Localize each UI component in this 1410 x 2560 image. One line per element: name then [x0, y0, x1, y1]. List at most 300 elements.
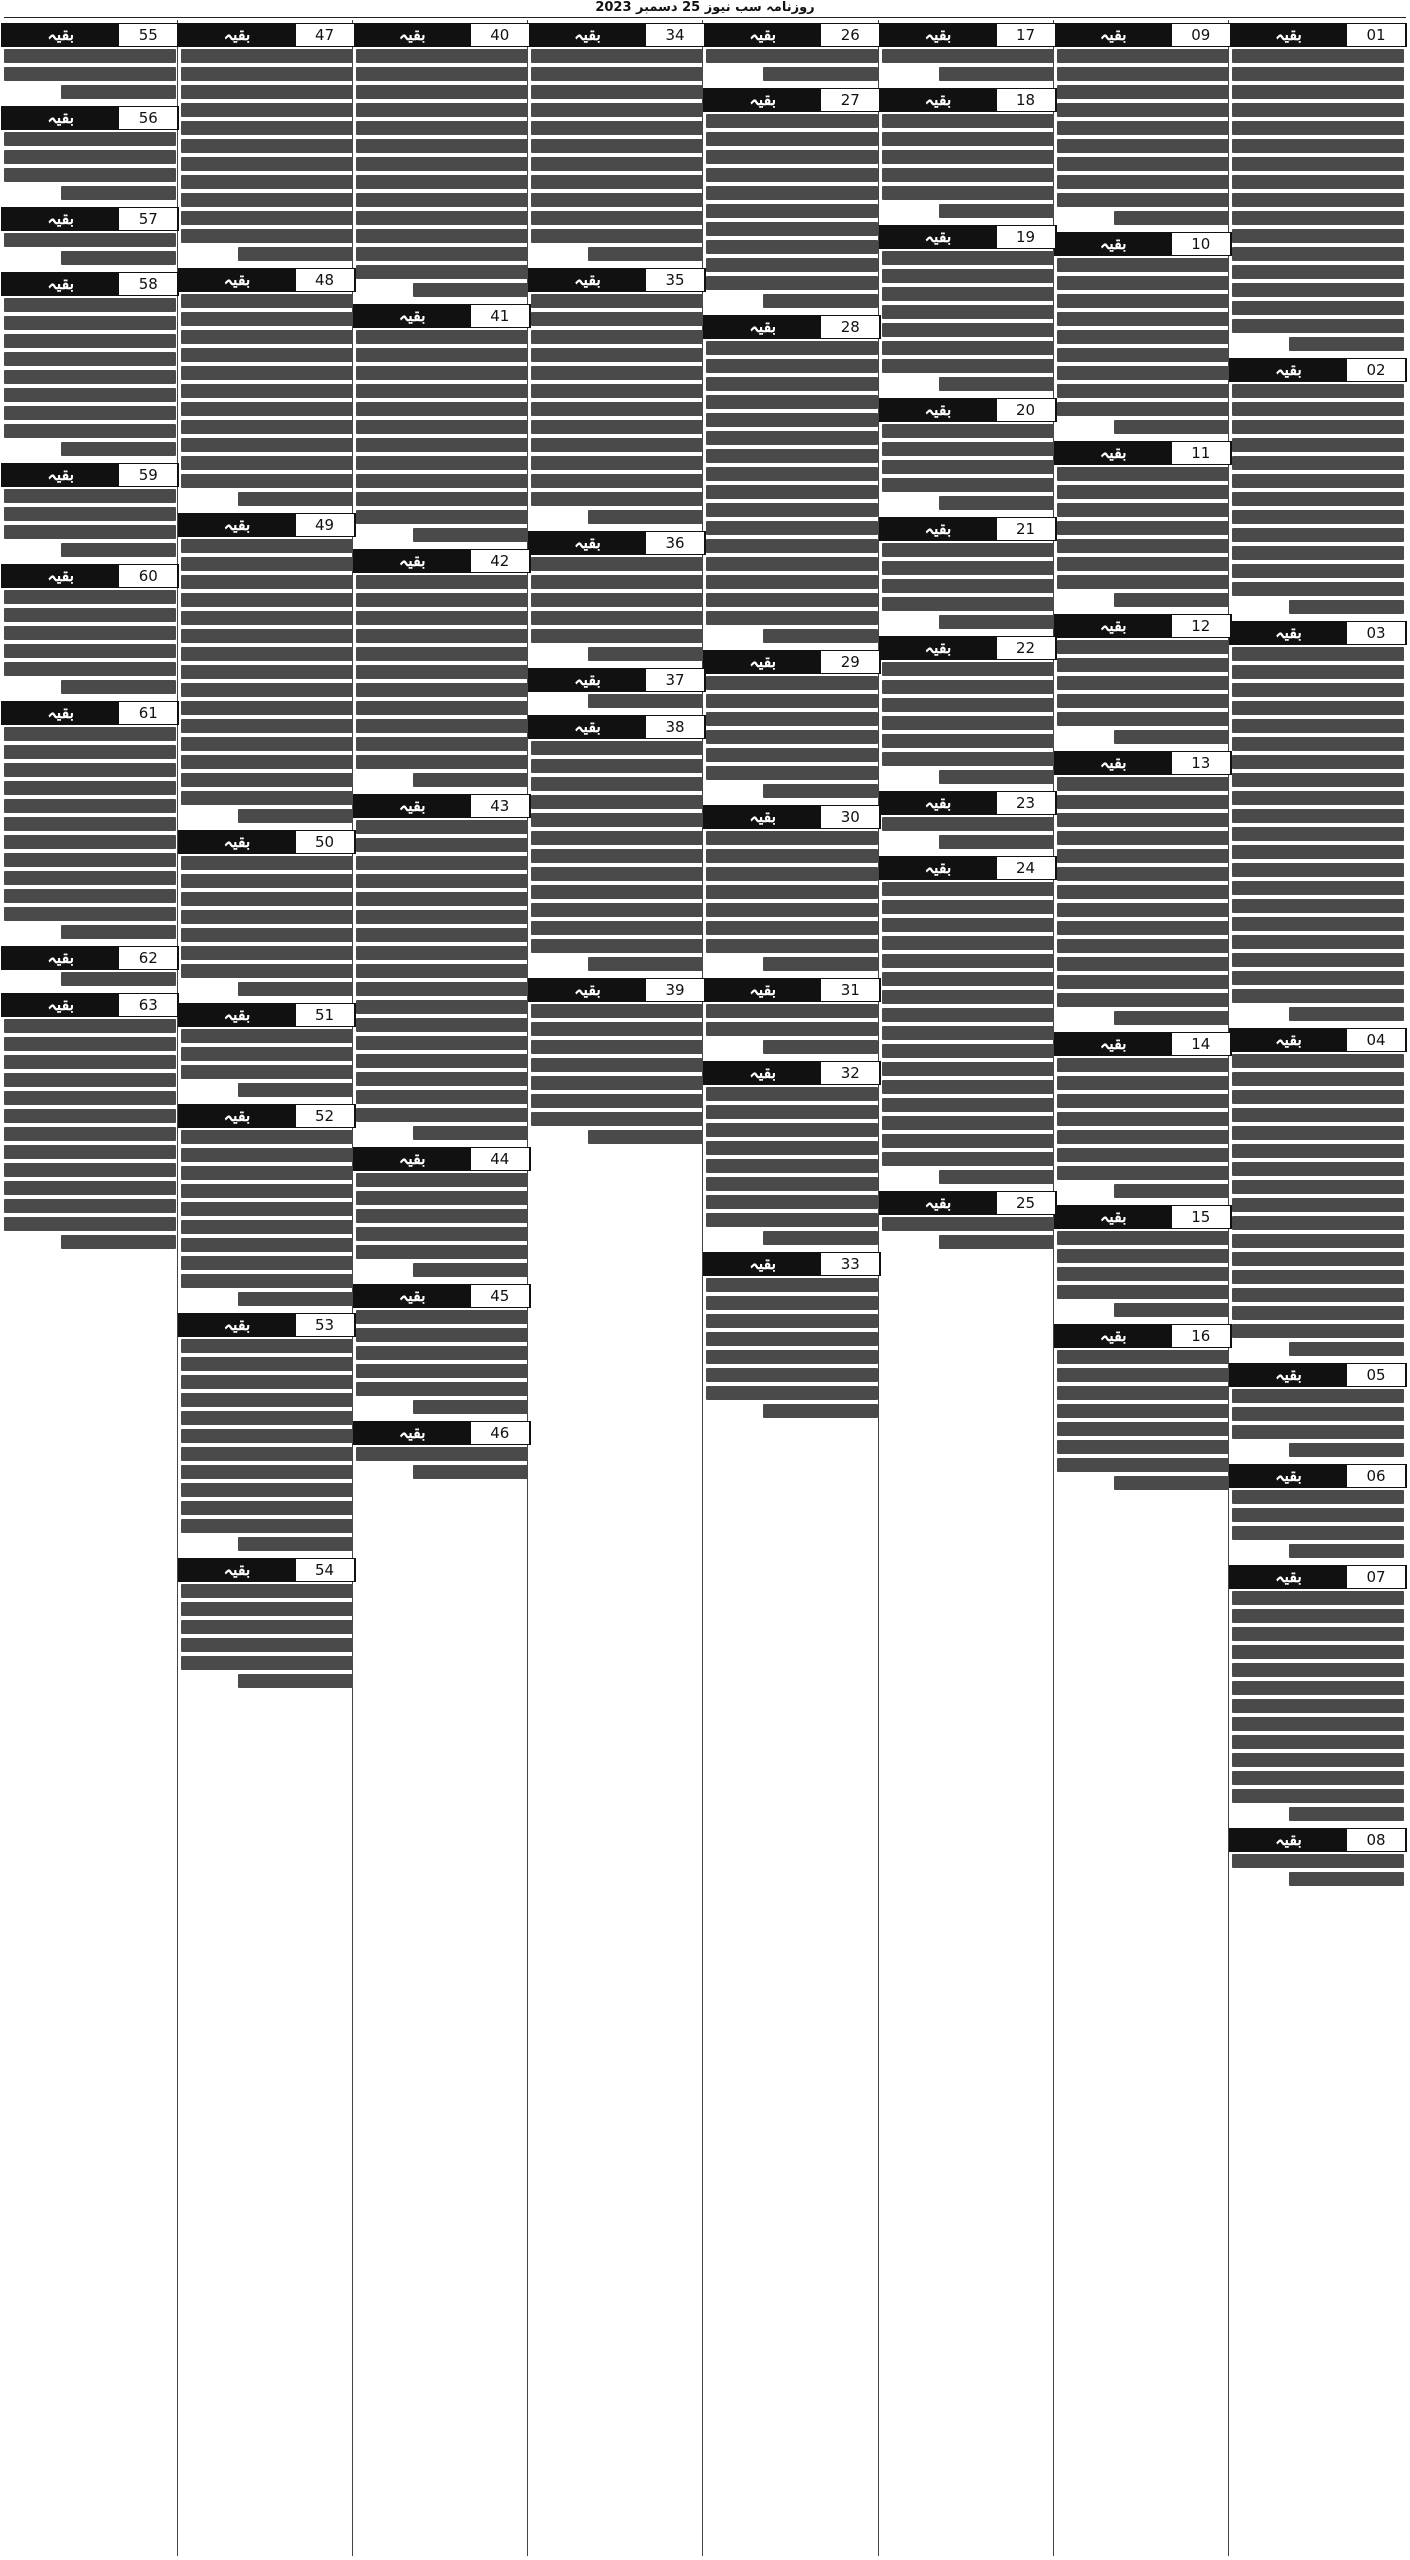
continued-story	[1054, 1029, 1232, 1202]
baqia-label: بقیہ	[179, 1105, 296, 1127]
baqia-label: بقیہ	[2, 273, 119, 295]
story-number: 62	[119, 947, 178, 969]
text-line	[356, 1173, 528, 1187]
text-line	[939, 377, 1054, 391]
text-line	[588, 510, 703, 524]
continuation-header	[178, 513, 356, 537]
text-line	[356, 366, 528, 380]
text-line	[356, 157, 528, 171]
text-line	[882, 132, 1054, 146]
continued-story	[879, 633, 1057, 788]
story-number: 42	[471, 550, 530, 572]
text-line	[1232, 528, 1404, 542]
text-line	[531, 67, 703, 81]
text-line	[1232, 1306, 1404, 1320]
text-line	[4, 370, 176, 384]
story-number: 30	[821, 806, 880, 828]
text-line	[1057, 993, 1229, 1007]
continued-story	[1054, 748, 1232, 1029]
story-number: 25	[997, 1192, 1056, 1214]
text-line	[181, 557, 353, 571]
continued-story	[353, 1144, 531, 1281]
text-line	[1057, 849, 1229, 863]
story-number: 14	[1172, 1033, 1231, 1055]
text-line	[181, 1429, 353, 1443]
text-line	[882, 972, 1054, 986]
baqia-label: بقیہ	[1055, 1206, 1172, 1228]
text-line	[882, 478, 1054, 492]
text-line	[356, 892, 528, 906]
text-line	[706, 1314, 878, 1328]
continuation-header	[1, 272, 179, 296]
baqia-label: بقیہ	[1055, 1325, 1172, 1347]
text-line	[531, 921, 703, 935]
text-line	[181, 157, 353, 171]
text-line	[531, 175, 703, 189]
text-line	[706, 485, 878, 499]
text-line	[1057, 975, 1229, 989]
baqia-label: بقیہ	[880, 792, 997, 814]
text-line	[181, 229, 353, 243]
text-line	[1057, 276, 1229, 290]
story-number: 56	[119, 107, 178, 129]
continuation-header	[879, 1191, 1057, 1215]
text-line	[1289, 1807, 1404, 1821]
text-line	[413, 773, 528, 787]
text-line	[531, 575, 703, 589]
baqia-label: بقیہ	[179, 1004, 296, 1026]
continued-story	[703, 647, 881, 802]
text-line	[531, 474, 703, 488]
continued-story	[703, 312, 881, 647]
baqia-label: بقیہ	[529, 669, 646, 691]
story-number: 23	[997, 792, 1056, 814]
text-line	[531, 629, 703, 643]
text-line	[1057, 384, 1229, 398]
baqia-label: بقیہ	[1230, 1829, 1347, 1851]
text-line	[4, 871, 176, 885]
text-line	[882, 597, 1054, 611]
story-number: 04	[1347, 1029, 1406, 1051]
continuation-header	[178, 1003, 356, 1027]
text-line	[706, 1350, 878, 1364]
text-line	[356, 121, 528, 135]
continuation-header	[1054, 751, 1232, 775]
text-line	[882, 49, 1054, 63]
text-line	[356, 1072, 528, 1086]
continuation-header	[703, 1061, 881, 1085]
text-line	[706, 1159, 878, 1173]
text-line	[1057, 557, 1229, 571]
text-line	[181, 85, 353, 99]
text-line	[882, 1026, 1054, 1040]
text-line	[181, 737, 353, 751]
continuation-header	[1054, 1324, 1232, 1348]
continuation-header	[1, 993, 179, 1017]
text-line	[1232, 1663, 1404, 1677]
text-line	[181, 420, 353, 434]
story-number: 39	[646, 979, 705, 1001]
text-line	[531, 1040, 703, 1054]
text-line	[1232, 211, 1404, 225]
text-line	[706, 503, 878, 517]
text-line	[4, 853, 176, 867]
text-line	[531, 611, 703, 625]
continuation-header	[353, 1147, 531, 1171]
text-line	[1114, 730, 1229, 744]
continued-story	[178, 265, 356, 510]
text-line	[181, 1184, 353, 1198]
baqia-label: بقیہ	[179, 514, 296, 536]
text-line	[356, 1227, 528, 1241]
story-number: 31	[821, 979, 880, 1001]
text-line	[1289, 1544, 1404, 1558]
baqia-label: بقیہ	[529, 269, 646, 291]
text-line	[1232, 283, 1404, 297]
text-line	[1057, 1231, 1229, 1245]
text-line	[4, 424, 176, 438]
text-line	[181, 755, 353, 769]
continued-story	[1229, 1825, 1407, 1890]
continued-story	[1229, 1025, 1407, 1360]
text-line	[1057, 1440, 1229, 1454]
story-number: 36	[646, 532, 705, 554]
text-line	[1114, 420, 1229, 434]
text-line	[1289, 1007, 1404, 1021]
story-number: 18	[997, 89, 1056, 111]
text-line	[238, 1537, 353, 1551]
text-line	[939, 1235, 1054, 1249]
baqia-label: بقیہ	[2, 994, 119, 1016]
text-line	[1057, 1112, 1229, 1126]
text-line	[706, 539, 878, 553]
text-line	[706, 449, 878, 463]
baqia-label: بقیہ	[880, 226, 997, 248]
text-line	[706, 114, 878, 128]
text-line	[356, 85, 528, 99]
continued-story	[178, 1310, 356, 1555]
continued-story	[528, 712, 706, 975]
text-line	[531, 157, 703, 171]
text-line	[706, 341, 878, 355]
text-line	[706, 748, 878, 762]
continuation-header	[703, 88, 881, 112]
text-line	[1057, 85, 1229, 99]
continued-story	[353, 301, 531, 546]
text-line	[531, 348, 703, 362]
text-line	[181, 1447, 353, 1461]
text-line	[356, 1310, 528, 1324]
text-line	[356, 1346, 528, 1360]
text-line	[1232, 402, 1404, 416]
text-line	[413, 528, 528, 542]
text-line	[588, 247, 703, 261]
continuation-header	[1, 207, 179, 231]
text-line	[181, 1393, 353, 1407]
text-line	[356, 701, 528, 715]
text-line	[1232, 1234, 1404, 1248]
baqia-label: بقیہ	[2, 565, 119, 587]
text-line	[356, 737, 528, 751]
text-line	[882, 1008, 1054, 1022]
text-line	[1232, 755, 1404, 769]
story-number: 47	[296, 24, 355, 46]
text-line	[706, 1332, 878, 1346]
text-line	[181, 647, 353, 661]
story-number: 46	[471, 1422, 530, 1444]
story-number: 43	[471, 795, 530, 817]
text-line	[356, 683, 528, 697]
continued-story	[879, 788, 1057, 853]
news-column	[702, 20, 881, 2556]
story-number: 38	[646, 716, 705, 738]
text-line	[1232, 989, 1404, 1003]
text-line	[1232, 546, 1404, 560]
continued-story	[1, 943, 179, 990]
text-line	[181, 384, 353, 398]
text-line	[1232, 701, 1404, 715]
text-line	[706, 395, 878, 409]
text-line	[61, 1235, 176, 1249]
text-line	[531, 456, 703, 470]
text-line	[882, 680, 1054, 694]
continuation-header	[879, 791, 1057, 815]
story-number: 26	[821, 24, 880, 46]
text-line	[356, 719, 528, 733]
continuation-header	[1054, 232, 1232, 256]
text-line	[706, 431, 878, 445]
continuation-header	[528, 531, 706, 555]
story-number: 48	[296, 269, 355, 291]
text-line	[4, 644, 176, 658]
text-line	[939, 835, 1054, 849]
text-line	[531, 1058, 703, 1072]
text-line	[706, 903, 878, 917]
text-line	[1057, 193, 1229, 207]
baqia-label: بقیہ	[704, 806, 821, 828]
continuation-header	[1, 564, 179, 588]
text-line	[1232, 229, 1404, 243]
text-line	[413, 1465, 528, 1479]
text-line	[61, 543, 176, 557]
text-line	[356, 611, 528, 625]
continued-story	[528, 20, 706, 265]
text-line	[181, 1047, 353, 1061]
baqia-label: بقیہ	[880, 1192, 997, 1214]
text-line	[181, 1656, 353, 1670]
text-line	[1057, 777, 1229, 791]
text-line	[706, 49, 878, 63]
baqia-label: بقیہ	[179, 1314, 296, 1336]
continuation-header	[703, 650, 881, 674]
continuation-header	[178, 23, 356, 47]
text-line	[1232, 510, 1404, 524]
text-line	[882, 716, 1054, 730]
continued-story	[353, 546, 531, 791]
baqia-label: بقیہ	[704, 316, 821, 338]
text-line	[706, 885, 878, 899]
text-line	[181, 856, 353, 870]
text-line	[1057, 712, 1229, 726]
text-line	[706, 467, 878, 481]
text-line	[238, 1083, 353, 1097]
text-line	[4, 132, 176, 146]
text-line	[4, 662, 176, 676]
text-line	[939, 1170, 1054, 1184]
continued-story	[528, 265, 706, 528]
text-line	[1232, 1591, 1404, 1605]
story-number: 09	[1172, 24, 1231, 46]
story-number: 19	[997, 226, 1056, 248]
text-line	[4, 1019, 176, 1033]
story-number: 08	[1347, 1829, 1406, 1851]
continuation-header	[703, 805, 881, 829]
news-column	[352, 20, 531, 2556]
text-line	[1057, 1350, 1229, 1364]
baqia-label: بقیہ	[704, 89, 821, 111]
continuation-header	[353, 794, 531, 818]
text-line	[181, 1220, 353, 1234]
continued-story	[1054, 1202, 1232, 1321]
story-number: 01	[1347, 24, 1406, 46]
text-line	[706, 766, 878, 780]
text-line	[181, 665, 353, 679]
text-line	[1057, 885, 1229, 899]
text-line	[181, 1519, 353, 1533]
text-line	[1057, 694, 1229, 708]
text-line	[61, 925, 176, 939]
story-number: 20	[997, 399, 1056, 421]
text-line	[181, 683, 353, 697]
text-line	[4, 1145, 176, 1159]
text-line	[882, 752, 1054, 766]
continuation-header	[528, 23, 706, 47]
continued-story	[1229, 1360, 1407, 1461]
text-line	[531, 139, 703, 153]
continued-story	[879, 85, 1057, 222]
continued-story	[1, 269, 179, 460]
text-line	[413, 1126, 528, 1140]
text-line	[4, 1109, 176, 1123]
text-line	[1114, 1476, 1229, 1490]
text-line	[181, 593, 353, 607]
text-line	[1232, 917, 1404, 931]
text-line	[1232, 420, 1404, 434]
text-line	[1232, 265, 1404, 279]
text-line	[356, 438, 528, 452]
text-line	[4, 1199, 176, 1213]
text-line	[4, 352, 176, 366]
text-line	[882, 1062, 1054, 1076]
text-line	[1057, 831, 1229, 845]
continuation-header	[1, 23, 179, 47]
text-line	[4, 316, 176, 330]
text-line	[356, 1108, 528, 1122]
text-line	[531, 1112, 703, 1126]
text-line	[1232, 1609, 1404, 1623]
text-line	[1232, 247, 1404, 261]
text-line	[181, 1465, 353, 1479]
text-line	[1057, 795, 1229, 809]
story-number: 33	[821, 1253, 880, 1275]
text-line	[531, 121, 703, 135]
continuation-header	[353, 23, 531, 47]
story-number: 40	[471, 24, 530, 46]
baqia-label: بقیہ	[2, 208, 119, 230]
story-number: 45	[471, 1285, 530, 1307]
text-line	[1232, 1108, 1404, 1122]
continued-story	[879, 1188, 1057, 1253]
text-line	[356, 856, 528, 870]
text-line	[706, 1141, 878, 1155]
text-line	[882, 150, 1054, 164]
text-line	[356, 1209, 528, 1223]
text-line	[531, 294, 703, 308]
text-line	[1232, 899, 1404, 913]
text-line	[531, 402, 703, 416]
text-line	[1232, 1508, 1404, 1522]
story-number: 06	[1347, 1465, 1406, 1487]
text-line	[4, 49, 176, 63]
continued-story	[1054, 1321, 1232, 1494]
baqia-label: بقیہ	[179, 269, 296, 291]
text-line	[1057, 402, 1229, 416]
text-line	[1232, 319, 1404, 333]
text-line	[4, 1091, 176, 1105]
continued-story	[178, 1101, 356, 1310]
text-line	[181, 1638, 353, 1652]
text-line	[706, 204, 878, 218]
baqia-label: بقیہ	[880, 399, 997, 421]
baqia-label: بقیہ	[1055, 233, 1172, 255]
text-line	[238, 809, 353, 823]
text-line	[882, 424, 1054, 438]
text-line	[882, 1044, 1054, 1058]
text-line	[238, 247, 353, 261]
text-line	[1057, 1076, 1229, 1090]
baqia-label: بقیہ	[1055, 752, 1172, 774]
text-line	[1232, 301, 1404, 315]
text-line	[4, 781, 176, 795]
text-line	[356, 575, 528, 589]
story-number: 15	[1172, 1206, 1231, 1228]
text-line	[356, 193, 528, 207]
story-number: 21	[997, 518, 1056, 540]
text-line	[356, 1191, 528, 1205]
text-line	[356, 838, 528, 852]
text-line	[531, 557, 703, 571]
text-line	[4, 907, 176, 921]
text-line	[181, 49, 353, 63]
text-line	[356, 910, 528, 924]
continuation-header	[1229, 1828, 1407, 1852]
text-line	[763, 1040, 878, 1054]
continuation-header	[879, 225, 1057, 249]
text-line	[1232, 1627, 1404, 1641]
text-line	[1232, 1054, 1404, 1068]
text-line	[356, 139, 528, 153]
continuation-header	[1229, 358, 1407, 382]
text-line	[882, 1152, 1054, 1166]
text-line	[181, 1620, 353, 1634]
text-line	[1232, 971, 1404, 985]
text-line	[4, 745, 176, 759]
text-line	[1232, 1144, 1404, 1158]
text-line	[763, 1404, 878, 1418]
text-line	[939, 67, 1054, 81]
text-line	[356, 67, 528, 81]
text-line	[413, 1400, 528, 1414]
